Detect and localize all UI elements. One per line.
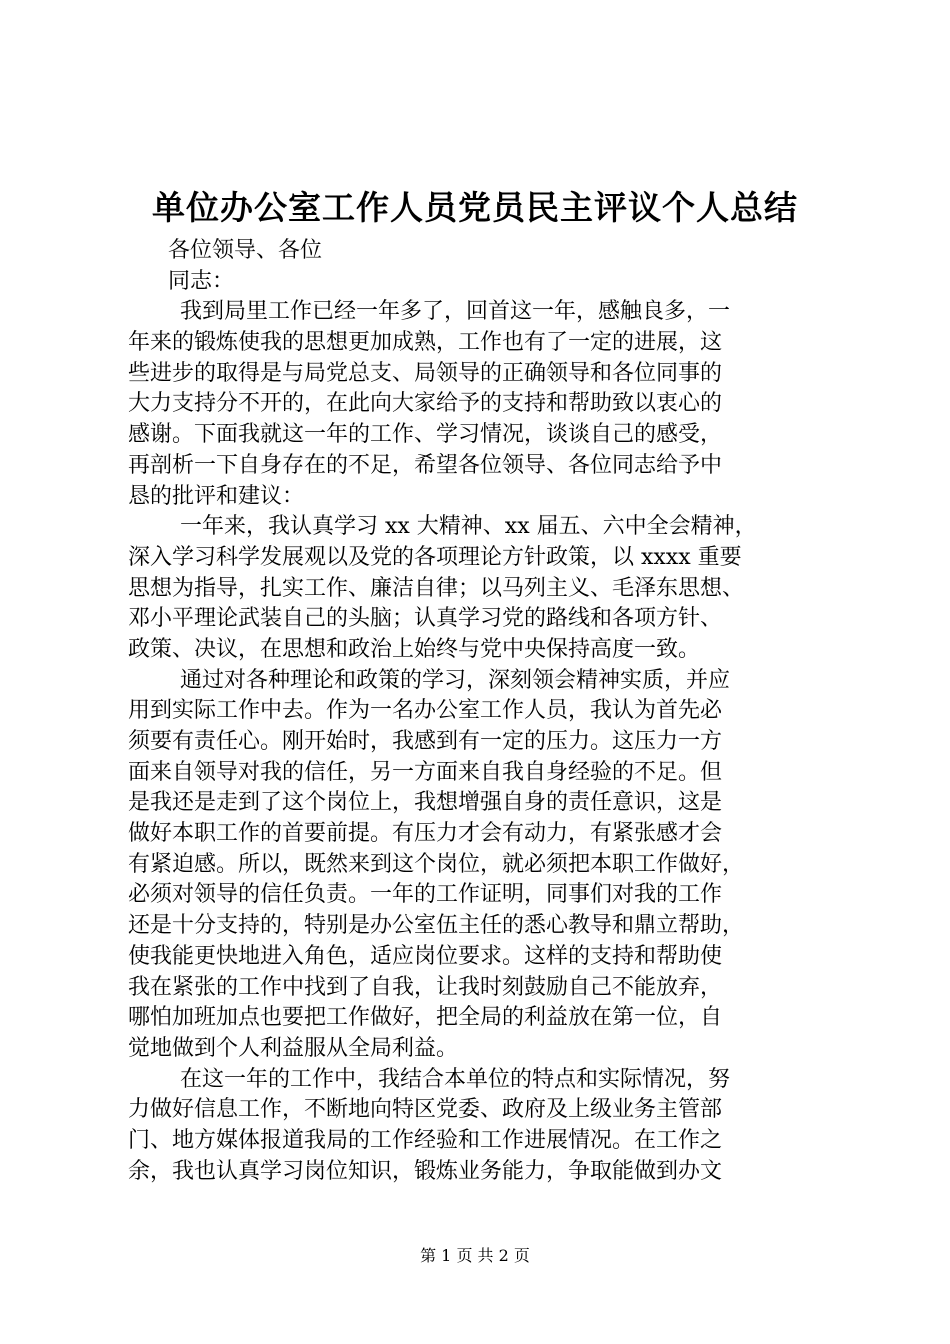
- paragraph-line: 大力支持分不开的，在此向大家给予的支持和帮助致以衷心的: [128, 391, 723, 417]
- paragraph-line: 我到局里工作已经一年多了，回首这一年，感触良多，一: [180, 299, 731, 325]
- paragraph-line: 做好本职工作的首要前提。有压力才会有动力，有紧张感才会: [128, 821, 723, 847]
- paragraph-line: 些进步的取得是与局党总支、局领导的正确领导和各位同事的: [128, 360, 723, 386]
- paragraph-line: 恳的批评和建议：: [128, 483, 305, 509]
- paragraph-line: 思想为指导，扎实工作、廉洁自律；以马列主义、毛泽东思想、: [128, 575, 745, 601]
- paragraph-line: 在这一年的工作中，我结合本单位的特点和实际情况，努: [180, 1066, 731, 1092]
- paragraph-4: [128, 1065, 832, 1188]
- paragraph-line: 有紧迫感。所以，既然来到这个岗位，就必须把本职工作做好，: [128, 851, 745, 877]
- paragraph-line: 深入学习科学发展观以及党的各项理论方针政策，以 xxxx 重要: [128, 544, 742, 570]
- paragraph-2: [128, 512, 832, 665]
- paragraph-line: 用到实际工作中去。作为一名办公室工作人员，我认为首先必: [128, 698, 723, 724]
- paragraph-line: 哪怕加班加点也要把工作做好，把全局的利益放在第一位，自: [128, 1005, 723, 1031]
- paragraph-line: 通过对各种理论和政策的学习，深刻领会精神实质，并应: [180, 667, 731, 693]
- paragraph-1: [128, 297, 832, 512]
- salutation-line: 同志：: [168, 268, 235, 294]
- paragraph-line: 政策、决议，在思想和政治上始终与党中央保持高度一致。: [128, 636, 701, 662]
- paragraph-line: 邓小平理论武装自己的头脑；认真学习党的路线和各项方针、: [128, 606, 723, 632]
- paragraph-line: 感谢。下面我就这一年的工作、学习情况，谈谈自己的感受，: [128, 422, 723, 448]
- paragraph-3: [128, 666, 832, 1065]
- paragraph-line: 年来的锻炼使我的思想更加成熟，工作也有了一定的进展，这: [128, 330, 723, 356]
- paragraph-line: 须要有责任心。刚开始时，我感到有一定的压力。这压力一方: [128, 729, 723, 754]
- paragraph-line: 必须对领导的信任负责。一年的工作证明，同事们对我的工作: [128, 882, 723, 908]
- paragraph-line: 还是十分支持的，特别是办公室伍主任的悉心教导和鼎立帮助，: [128, 913, 745, 939]
- paragraph-line: 使我能更快地进入角色，适应岗位要求。这样的支持和帮助使: [128, 943, 723, 969]
- paragraph-line: 是我还是走到了这个岗位上，我想增强自身的责任意识，这是: [128, 790, 723, 816]
- paragraph-line: 再剖析一下自身存在的不足，希望各位领导、各位同志给予中: [128, 452, 723, 478]
- paragraph-line: 余，我也认真学习岗位知识，锻炼业务能力，争取能做到办文: [128, 1158, 723, 1184]
- paragraph-line: 面来自领导对我的信任，另一方面来自我自身经验的不足。但: [128, 759, 723, 785]
- paragraph-line: 我在紧张的工作中找到了自我，让我时刻鼓励自己不能放弃，: [128, 974, 723, 1000]
- salutation-line: 各位领导、各位: [168, 238, 323, 263]
- paragraph-line: 一年来，我认真学习 xx 大精神、xx 届五、六中全会精神，: [180, 514, 757, 540]
- paragraph-line: 门、地方媒体报道我局的工作经验和工作进展情况。在工作之: [128, 1127, 723, 1153]
- document-title: 单位办公室工作人员党员民主评议个人总结: [152, 188, 798, 227]
- page-footer: 第 1 页 共 2 页: [420, 1246, 530, 1265]
- paragraph-line: 力做好信息工作，不断地向特区党委、政府及上级业务主管部: [128, 1097, 723, 1123]
- paragraph-line: 觉地做到个人利益服从全局利益。: [128, 1035, 459, 1061]
- document-body: [128, 236, 832, 1187]
